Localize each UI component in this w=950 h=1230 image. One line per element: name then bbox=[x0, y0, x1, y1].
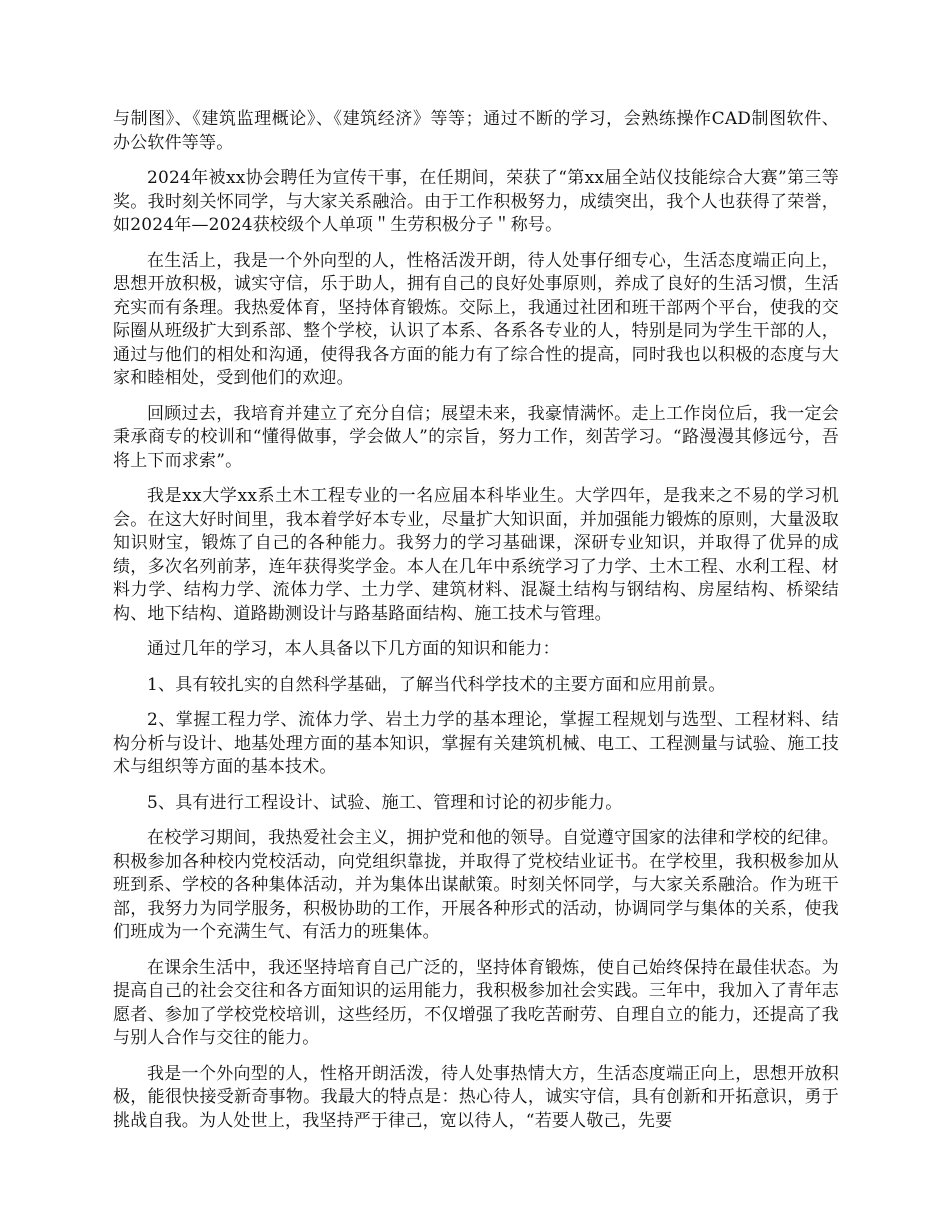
list-item-2: 2、掌握工程力学、流体力学、岩土力学的基本理论，掌握工程规划与选型、工程材料、结构分析与设计、地基处理方面的基本知识，掌握有关建筑机械、电工、工程测量与试验、施工技术与组织等方面的基本技术。 bbox=[113, 710, 839, 777]
paragraph-extracurricular: 在课余生活中，我还坚持培育自己广泛的，坚持体育锻炼，使自己始终保持在最佳状态。为提高自己的社会交往和各方面知识的运用能力，我积极参加社会实践。三年中，我加入了青年志愿者、参加了学校党校培训，这些经历，不仅增强了我吃苦耐劳、自理自立的能力，还提高了我与别人合作与交往的能力。 bbox=[113, 957, 839, 1048]
paragraph-education: 我是xx大学xx系土木工程专业的一名应届本科毕业生。大学四年，是我来之不易的学习机会。在这大好时间里，我本着学好本专业，尽量扩大知识面，并加强能力锻炼的原则，大量汲取知识财宝，锻炼了自己的各种能力。我努力的学习基础课，深研专业知识，并取得了优异的成绩，多次名列前茅，连年获得奖学金。本人在几年中系统学习了力学、土木工程、水利工程、材料力学、结构力学、流体力学、土力学、建筑材料、混凝土结构与钢结构、房屋结构、桥梁结构、地下结构、道路勘测设计与路基路面结构、施工技术与管理。 bbox=[113, 486, 839, 624]
paragraph-life: 在生活上，我是一个外向型的人，性格活泼开朗，待人处事仔细专心，生活态度端正向上，思想开放积极，诚实守信，乐于助人，拥有自己的良好处事原则，养成了良好的生活习惯，生活充实而有条理。我热爱体育，坚持体育锻炼。交际上，我通过社团和班干部两个平台，使我的交际圈从班级扩大到系部、整个学校，认识了本系、各系各专业的人，特别是同为学生干部的人，通过与他们的相处和沟通，使得我各方面的能力有了综合性的提高，同时我也以积极的态度与大家和睦相处，受到他们的欢迎。 bbox=[113, 250, 839, 388]
list-item-1: 1、具有较扎实的自然科学基础，了解当代科学技术的主要方面和应用前景。 bbox=[147, 674, 726, 695]
paragraph-honors: 2024年被xx协会聘任为宣传干事，在任期间，荣获了“第xx届全站仪技能综合大赛”第三等奖。我时刻关怀同学，与大家关系融洽。由于工作积极努力，成绩突出，我个人也获得了荣誉，如2024年—2024获校级个人单项＂生劳积极分子＂称号。 bbox=[113, 168, 839, 235]
paragraph-personality: 我是一个外向型的人，性格开朗活泼，待人处事热情大方，生活态度端正向上，思想开放积极，能很快接受新奇事物。我最大的特点是：热心待人，诚实守信，具有创新和开拓意识，勇于挑战自我。为人处世上，我坚持严于律己，宽以待人，“若要人敬己，先要 bbox=[113, 1063, 839, 1131]
paragraph-courses-continued: 与制图》、《建筑监理概论》、《建筑经济》等等；通过不断的学习，会熟练操作CAD制图软件、办公软件等等。 bbox=[113, 109, 839, 153]
paragraph-retrospect: 回顾过去，我培育并建立了充分自信；展望未来，我豪情满怀。走上工作岗位后，我一定会秉承商专的校训和“懂得做事，学会做人”的宗旨，努力工作，刻苦学习。“路漫漫其修远兮，吾将上下而求索”。 bbox=[113, 403, 839, 471]
document-body bbox=[113, 108, 839, 1145]
paragraph-school-period: 在校学习期间，我热爱社会主义，拥护党和他的领导。自觉遵守国家的法律和学校的纪律。积极参加各种校内党校活动，向党组织靠拢，并取得了党校结业证书。在学校里，我积极参加从班到系、学校的各种集体活动，并为集体出谋献策。时刻关怀同学，与大家关系融洽。作为班干部，我努力为同学服务，积极协助的工作，开展各种形式的活动，协调同学与集体的关系，使我们班成为一个充满生气、有活力的班集体。 bbox=[113, 828, 839, 942]
paragraph-abilities-intro: 通过几年的学习，本人具备以下几方面的知识和能力： bbox=[147, 639, 560, 659]
list-item-5: 5、具有进行工程设计、试验、施工、管理和讨论的初步能力。 bbox=[147, 792, 623, 813]
